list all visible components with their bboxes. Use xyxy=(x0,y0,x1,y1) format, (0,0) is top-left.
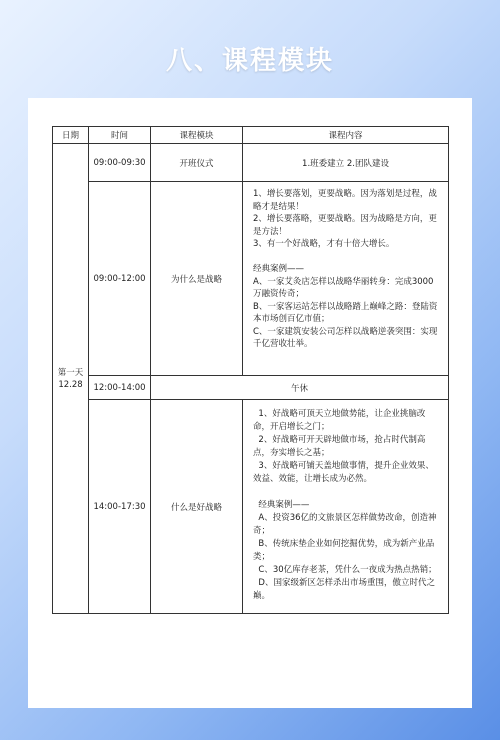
header-module: 课程模块 xyxy=(151,127,243,144)
module-cell: 开班仪式 xyxy=(151,144,243,182)
content-cell: 1、增长要落划，更要战略。因为落划是过程，战略才是结果！ 2、增长要落略，更要战略。因为战略是方向，更是方法！ 3、有一个好战略，才有十倍大增长。 经典案例—— A、一家艾灸店怎样以战略华丽转身：完成3000 万融资传奇； B、一家客运站怎样以战略踏上巅峰之路：登陆资本市场创百亿市值； C、一家建筑安装公司怎样以战略逆袭突围：实现千亿营收壮举。 xyxy=(243,182,449,376)
content-cell: 午休 xyxy=(151,376,449,400)
day-cell: 第一天 12.28 xyxy=(53,144,89,614)
course-table xyxy=(52,126,449,614)
table-row xyxy=(53,144,449,182)
time-cell: 09:00-12:00 xyxy=(89,182,151,376)
page-title: 八、课程模块 xyxy=(165,46,334,76)
module-cell: 什么是好战略 xyxy=(151,400,243,614)
time-cell: 09:00-09:30 xyxy=(89,144,151,182)
header-time: 时间 xyxy=(89,127,151,144)
content-cell: 1、好战略可顶天立地做势能，让企业挑脑改命，开启增长之门； 2、好战略可开天辟地做市场，抢占时代制高点，夯实增长之基； 3、好战略可铺天盖地做事情，提升企业效果、效益、效能，让增长成为必然。 经典案例—— A、投资36亿的文旅景区怎样做势改命，创造神奇； B、传统床垫企业如何挖掘优势，成为新产业品类； C、30亿库存老茶，凭什么一夜成为热点热销； D、国家级新区怎样杀出市场重围，傲立时代之巅。 xyxy=(243,400,449,614)
header-date: 日期 xyxy=(53,127,89,144)
header-content: 课程内容 xyxy=(243,127,449,144)
time-cell: 14:00-17:30 xyxy=(89,400,151,614)
table-header-row xyxy=(53,127,449,144)
time-cell: 12:00-14:00 xyxy=(89,376,151,400)
content-cell: 1.班委建立 2.团队建设 xyxy=(243,144,449,182)
table-row xyxy=(53,376,449,400)
table-row xyxy=(53,400,449,614)
module-cell: 为什么是战略 xyxy=(151,182,243,376)
schedule-card xyxy=(28,98,472,708)
table-row xyxy=(53,182,449,376)
